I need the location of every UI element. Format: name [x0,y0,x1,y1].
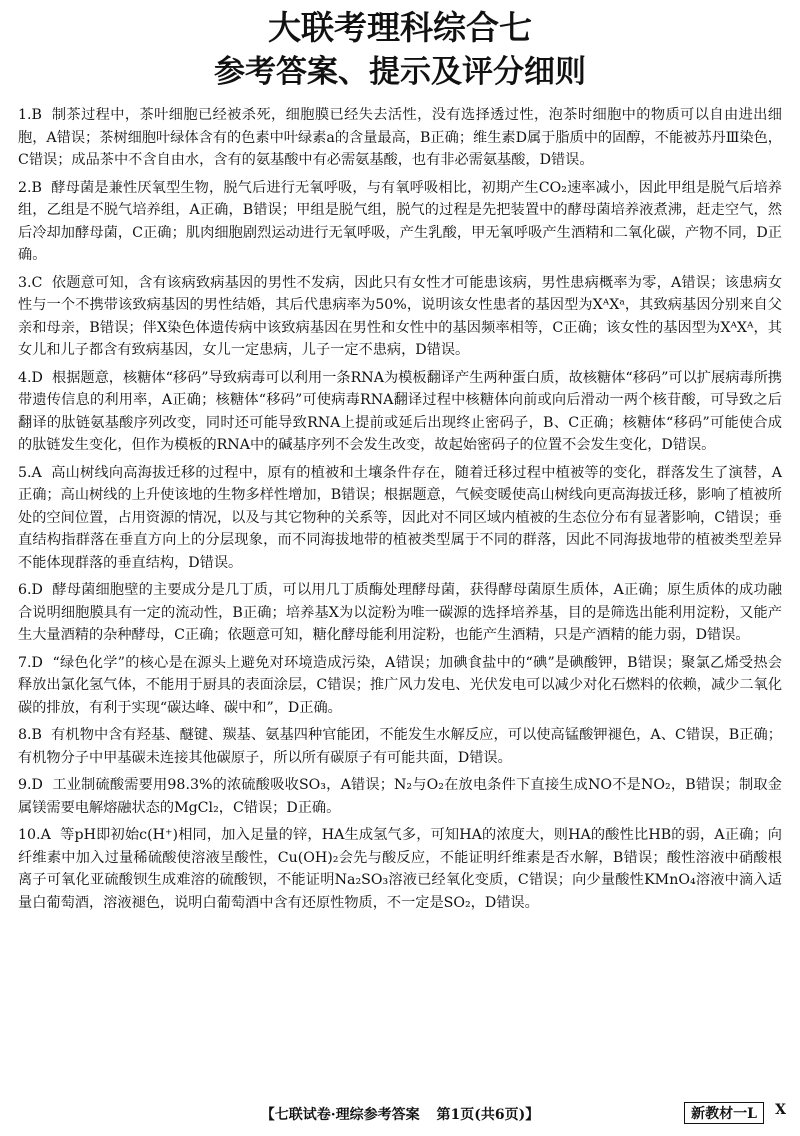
answer-item-10: 10.A 等pH即初始c(H⁺)相同，加入足量的锌，HA生成氢气多，可知HA的浓度大，则HA的酸性比HB的弱，A正确；向纤维素中加入过量稀硫酸使溶液呈酸性，Cu(OH)₂会先与酸反应，不能证明纤维素是否水解，B错误；酸性溶液中硝酸根离子可氧化亚硫酸钡生成难溶的硫酸钡，不能证明Na₂SO₃溶液已经氧化变质，C错误；向少量酸性KMnO₄溶液中滴入适量白葡萄酒，溶液褪色，说明白葡萄酒中含有还原性物质，不一定是SO₂，D错误。 [18,827,782,911]
page-subtitle: 参考答案、提示及评分细则 [214,54,586,90]
answer-item-8: 8.B 有机物中含有羟基、醚键、羰基、氨基四种官能团，不能发生水解反应，可以使高锰酸钾褪色，A、C错误，B正确；有机物分子中甲基碳未连接其他碳原子，所以所有碳原子有可能共面，D错误。 [18,727,782,766]
page [0,6,800,1123]
answer-item-9: 9.D 工业制硫酸需要用98.3%的浓硫酸吸收SO₃，A错误；N₂与O₂在放电条件下直接生成NO不是NO₂，B错误；制取金属镁需要电解熔融状态的MgCl₂，C错误；D正确。 [18,777,782,816]
answer-item-2: 2.B 酵母菌是兼性厌氧型生物，脱气后进行无氧呼吸，与有氧呼吸相比，初期产生CO₂速率减小，因此甲组是脱气后培养组，乙组是不脱气培养组，A正确，B错误；甲组是脱气组，脱气的过程是先把装置中的酵母菌培养液煮沸，赶走空气，然后冷却加酵母菌，C正确；肌肉细胞剧烈运动进行无氧呼吸，产生乳酸，甲无氧呼吸产生酒精和二氧化碳，产物不同，D正确。 [18,179,782,263]
edition-tag: 新教材一L [684,1102,764,1124]
answer-item-5: 5.A 高山树线向高海拔迁移的过程中，原有的植被和土壤条件存在，随着迁移过程中植被等的变化，群落发生了演替，A正确；高山树线的上升使该地的生物多样性增加，B错误；根据题意，气候变暖使高山树线向更高海拔迁移，影响了植被所处的空间位置，占用资源的情况，以及与其它物种的关系等，因此对不同区域内植被的生态位分布有显著影响，C错误；垂直结构指群落在垂直方向上的分层现象，而不同海拔地带的植被类型属于不同的群落，因此不同海拔地带的植被类型差异不能体现群落的垂直结构，D错误。 [18,464,782,571]
answer-item-6: 6.D 酵母菌细胞壁的主要成分是几丁质，可以用几丁质酶处理酵母菌，获得酵母菌原生质体，A正确；原生质体的成功融合说明细胞膜具有一定的流动性，B正确；培养基X为以淀粉为唯一碳源的选择培养基，目的是筛选出能利用淀粉，又能产生大量酒精的杂种酵母，C正确；依题意可知，糖化酵母能利用淀粉，也能产生酒精，只是产酒精的能力弱，D错误。 [18,582,782,643]
answer-item-3: 3.C 依题意可知，含有该病致病基因的男性不发病，因此只有女性才可能患该病，男性患病概率为零，A错误；该患病女性与一个不携带该致病基因的男性结婚，其后代患病率为50%，说明该女性患者的基因型为XᴬXᵃ，其致病基因分别来自父亲和母亲，B错误；伴X染色体遗传病中该致病基因在男性和女性中的基因频率相等，C正确；该女性的基因型为XᴬXᴬ，其女儿和儿子都含有致病基因，女儿一定患病，儿子一定不患病，D错误。 [18,274,783,358]
footer-exam-label: 【七联试卷·理综参考答案 [260,1107,420,1123]
page-title: 大联考理科综合七 [268,8,532,47]
answer-item-1: 1.B 制茶过程中，茶叶细胞已经被杀死，细胞膜已经失去活性，没有选择透过性，泡茶时细胞中的物质可以自由进出细胞，A错误；茶树细胞叶绿体含有的色素中叶绿素a的含量最高，B正确；维生素D属于脂质中的固醇，不能被苏丹Ⅲ染色，C错误；成品茶中不含自由水，含有的氨基酸中有必需氨基酸，也有非必需氨基酸，D错误。 [18,107,782,168]
footer-page-number: 第1页(共6页)】 [436,1107,540,1123]
answer-item-7: 7.D “绿色化学”的核心是在源头上避免对环境造成污染，A错误；加碘食盐中的“碘”是碘酸钾，B错误；聚氯乙烯受热会释放出氯化氢气体，不能用于厨具的表面涂层，C错误；推广风力发电、光伏发电可以减少对化石燃料的依赖，减少二氧化碳的排放，有利于实现“碳达峰、碳中和”，D正确。 [18,654,782,716]
page-footer [0,1104,800,1124]
answer-list [0,104,800,914]
footer-x-mark: X [775,1102,786,1118]
answer-item-4: 4.D 根据题意，核糖体“移码”导致病毒可以利用一条RNA为模板翻译产生两种蛋白质，故核糖体“移码”可以扩展病毒所携带遗传信息的利用率，A正确；核糖体“移码”可使病毒RNA翻译过程中核糖体向前或向后滑动一两个核苷酸，可导致之后翻译的肽链氨基酸序列改变，同时还可能导致RNA上提前或延后出现终止密码子，B、C正确；核糖体“移码”可能使合成的肽链发生变化，但作为模板的RNA中的碱基序列不会发生改变，故起始密码子的位置不会发生变化，D错误。 [18,369,782,453]
